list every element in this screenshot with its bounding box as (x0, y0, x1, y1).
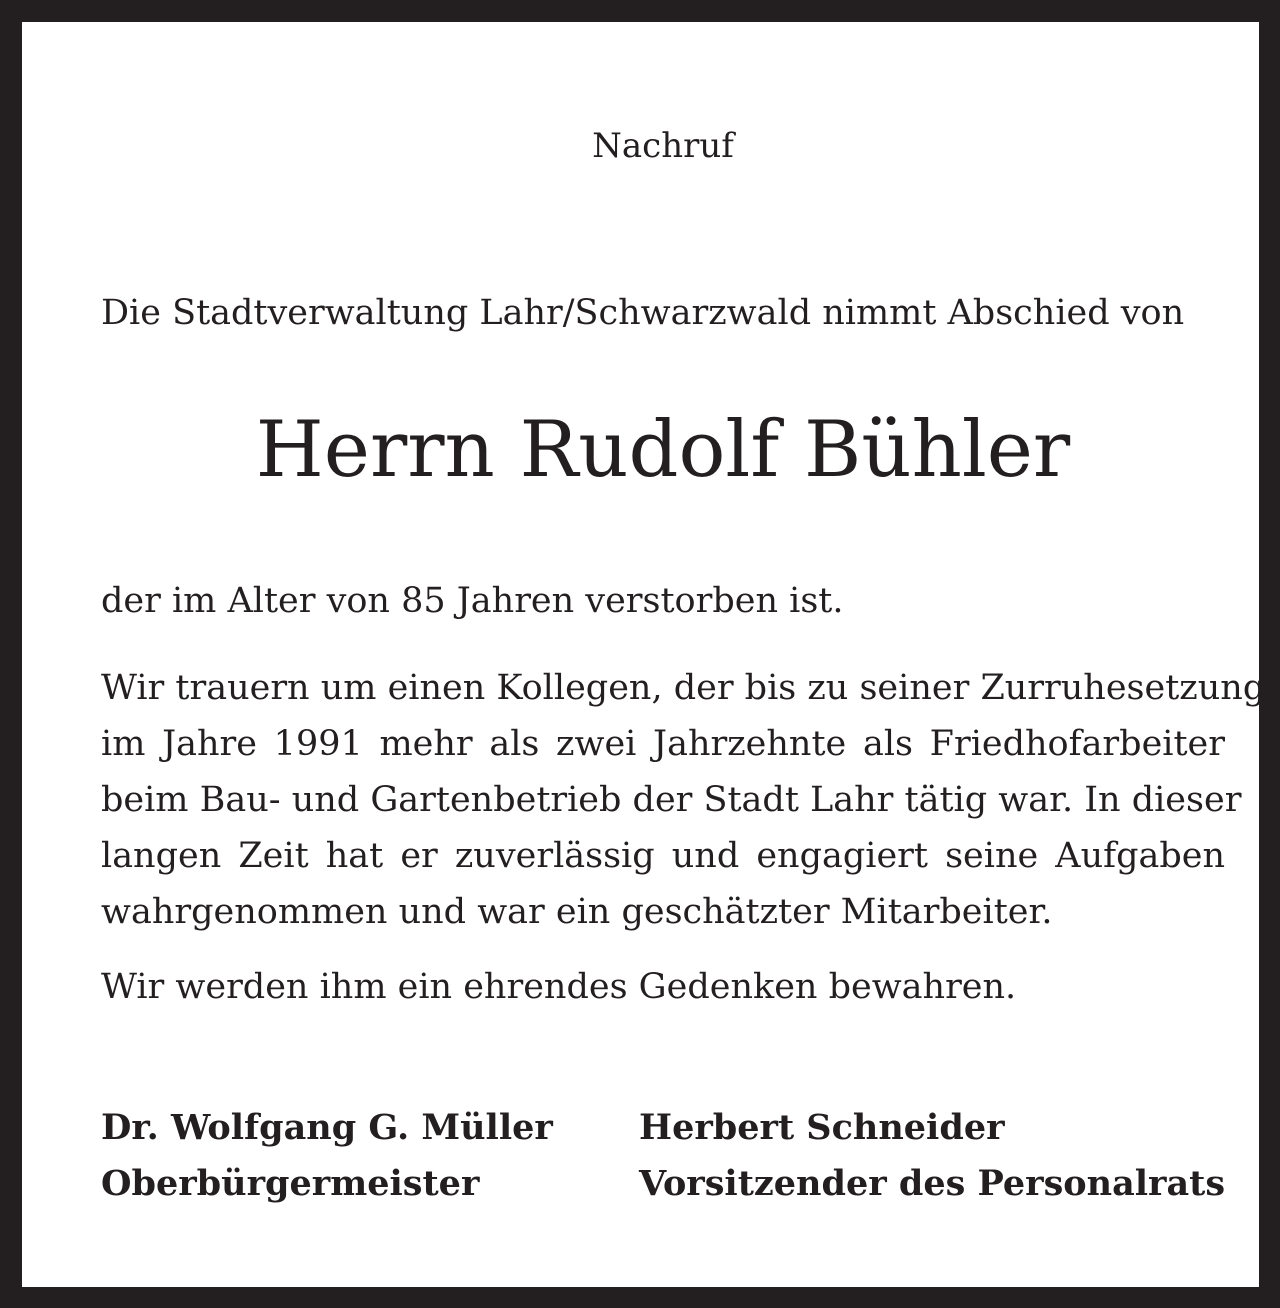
deceased-name: Herrn Rudolf Bühler (255, 405, 1071, 495)
tribute-line: Wir trauern um einen Kollegen, der bis zu seiner Zurruhesetzung (101, 668, 1266, 708)
signatory-name: Dr. Wolfgang G. Müller (101, 1107, 553, 1148)
signatory-staff-council (639, 1100, 1225, 1212)
notice-heading: Nachruf (592, 126, 734, 166)
closing-line: Wir werden ihm ein ehrendes Gedenken bewahren. (101, 967, 1017, 1007)
signatory-title: Vorsitzender des Personalrats (639, 1163, 1226, 1204)
tribute-line: beim Bau- und Gartenbetrieb der Stadt Lahr tätig war. In dieser (101, 780, 1242, 820)
signatory-title: Oberbürgermeister (101, 1163, 480, 1204)
tribute-paragraph (101, 660, 1266, 940)
signatory-mayor (101, 1100, 553, 1212)
tribute-line: langen Zeit hat er zuverlässig und engagiert seine Aufgaben (101, 836, 1225, 876)
tribute-line: wahrgenommen und war ein geschätzter Mitarbeiter. (101, 892, 1053, 932)
age-line: der im Alter von 85 Jahren verstorben ist. (101, 581, 844, 621)
signatory-name: Herbert Schneider (639, 1107, 1005, 1148)
tribute-line: im Jahre 1991 mehr als zwei Jahrzehnte als Friedhofarbeiter (101, 724, 1225, 764)
notice-intro: Die Stadtverwaltung Lahr/Schwarzwald nimmt Abschied von (101, 293, 1185, 333)
